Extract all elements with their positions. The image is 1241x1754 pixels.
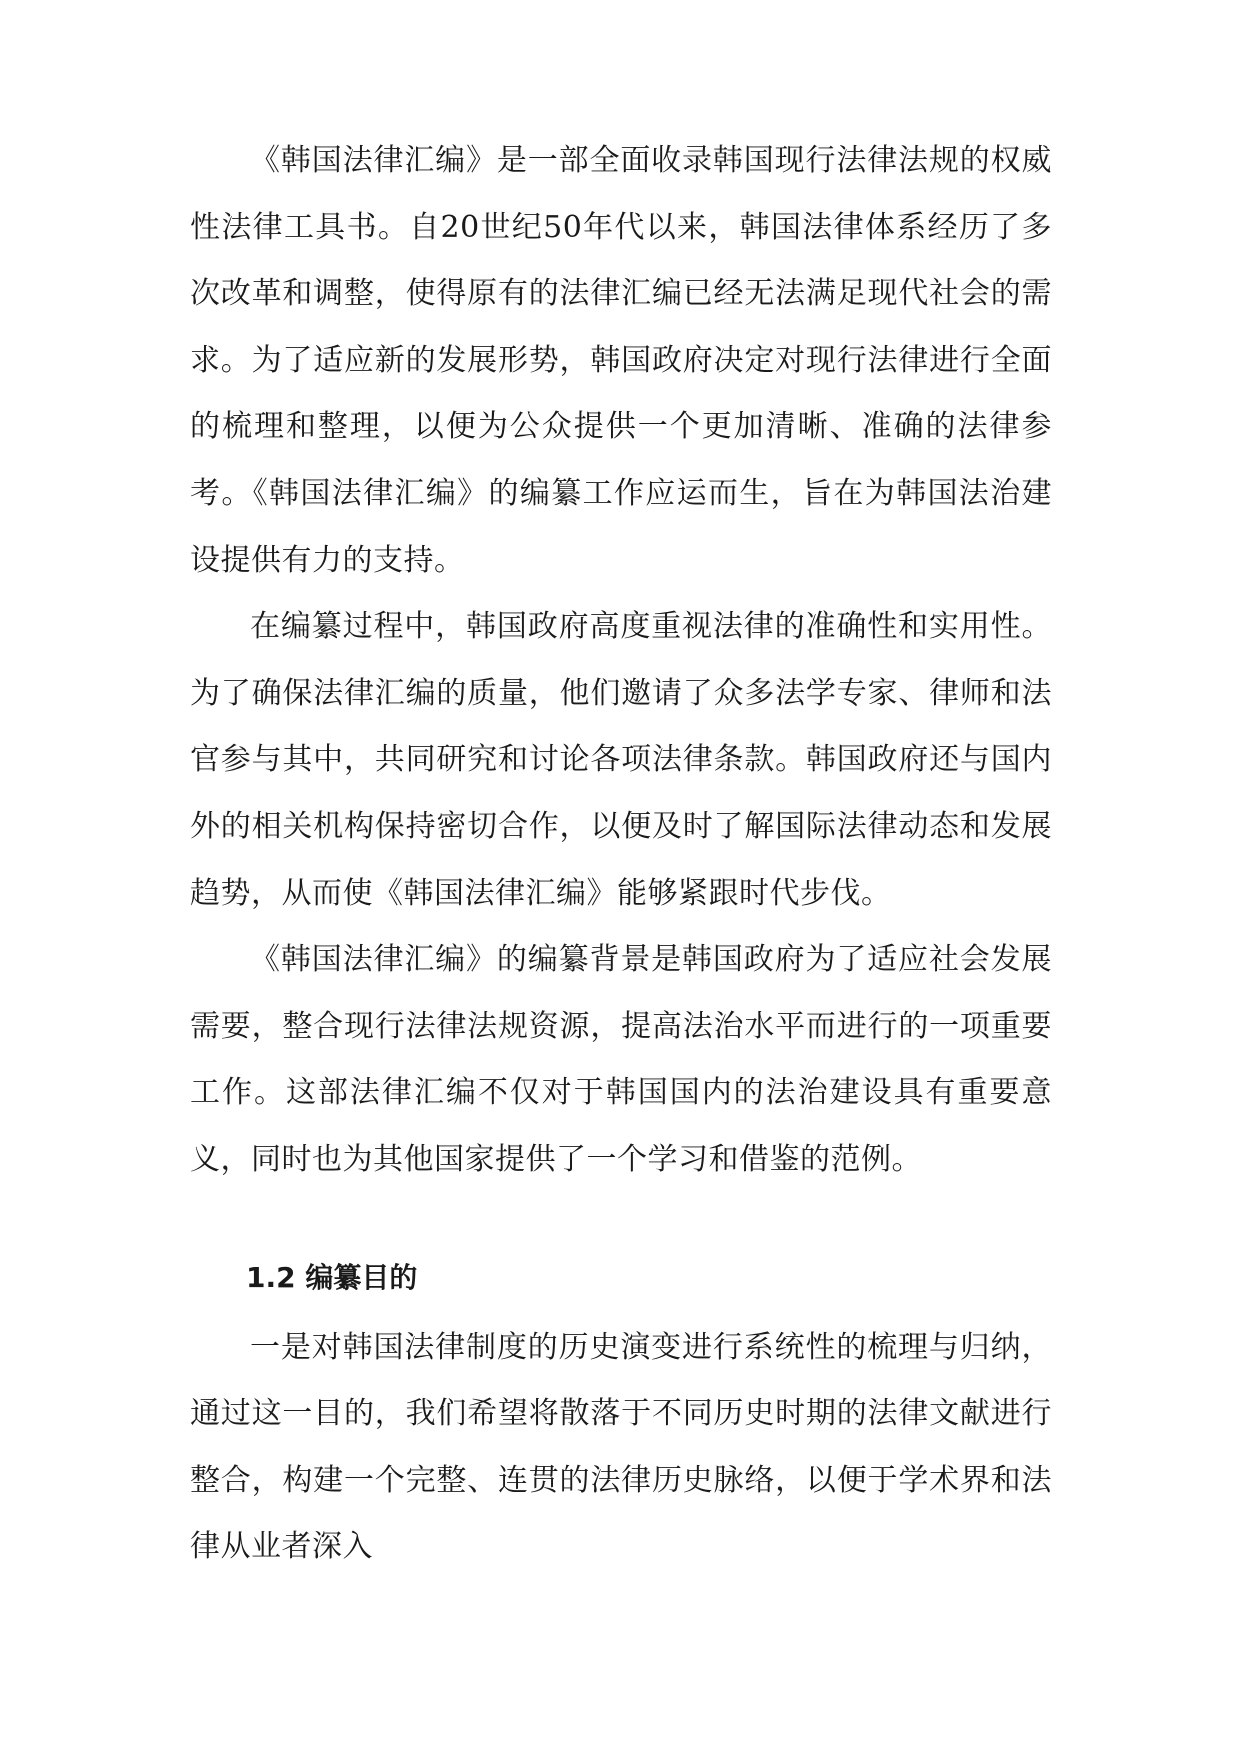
- paragraph-compilation-process: 在编纂过程中，韩国政府高度重视法律的准确性和实用性。为了确保法律汇编的质量，他们邀请了众多法学专家、律师和法官参与其中，共同研究和讨论各项法律条款。韩国政府还与国内外的相关机构保持密切合作，以便及时了解国际法律动态和发展趋势，从而使《韩国法律汇编》能够紧跟时代步伐。: [190, 609, 1052, 911]
- paragraph-background-summary: 《韩国法律汇编》的编纂背景是韩国政府为了适应社会发展需要，整合现行法律法规资源，提高法治水平而进行的一项重要工作。这部法律汇编不仅对于韩国国内的法治建设具有重要意义，同时也为其他国家提供了一个学习和借鉴的范例。: [190, 942, 1052, 1177]
- section-heading: 1.2 编纂目的: [246, 1260, 418, 1294]
- paragraph-background-intro: 《韩国法律汇编》是一部全面收录韩国现行法律法规的权威性法律工具书。自20世纪50年代以来，韩国法律体系经历了多次改革和调整，使得原有的法律汇编已经无法满足现代社会的需求。为了适应新的发展形势，韩国政府决定对现行法律进行全面的梳理和整理，以便为公众提供一个更加清晰、准确的法律参考。《韩国法律汇编》的编纂工作应运而生，旨在为韩国法治建设提供有力的支持。: [190, 143, 1052, 578]
- document-page: [190, 128, 1052, 1581]
- paragraph-purpose-one: 一是对韩国法律制度的历史演变进行系统性的梳理与归纳，通过这一目的，我们希望将散落于不同历史时期的法律文献进行整合，构建一个完整、连贯的法律历史脉络，以便于学术界和法律从业者深入: [190, 1329, 1052, 1565]
